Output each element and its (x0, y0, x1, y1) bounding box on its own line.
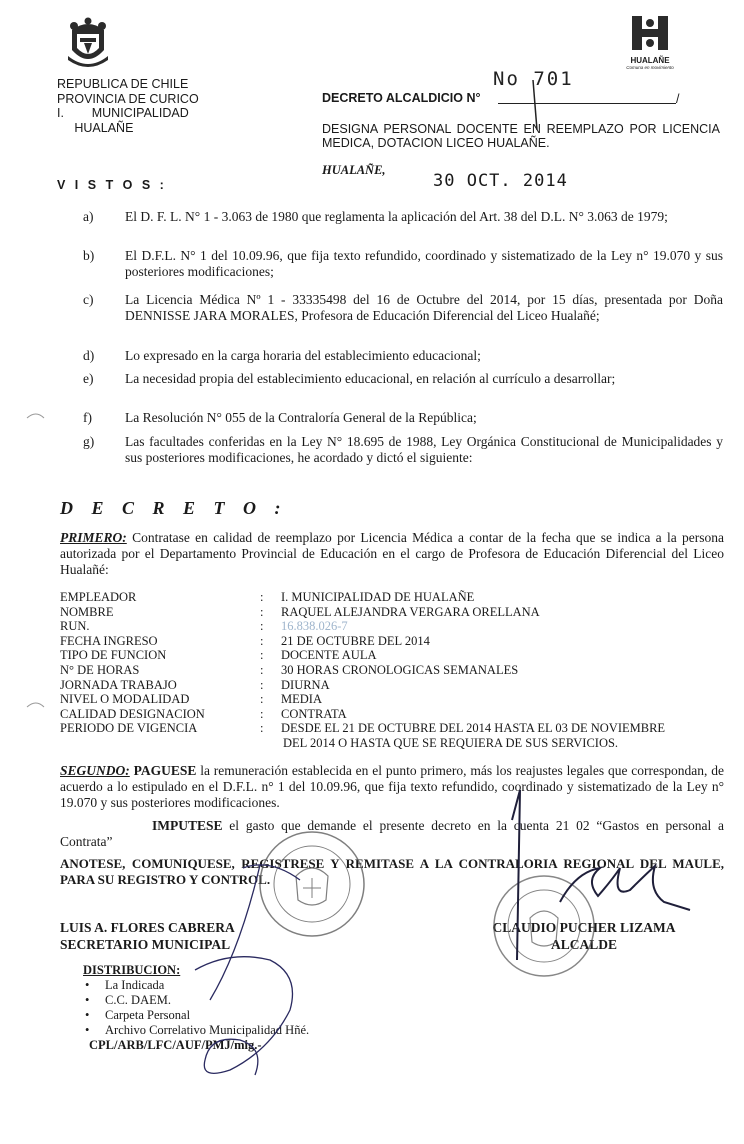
item-text: Lo expresado en la carga horaria del establecimiento educacional; (125, 348, 481, 363)
vistos-title: V I S T O S : (57, 178, 167, 192)
item-label: a) (83, 209, 94, 224)
punch-mark (27, 414, 44, 418)
primero-text: Contratase en calidad de reemplazo por Licencia Médica a contar de la fecha que se indica a la persona autorizada por el Departamento Provincial de Educación en el cargo de Profesora de Educación Diferencial del Liceo Hualañé: (60, 530, 724, 577)
field-value: DOCENTE AULA (281, 648, 377, 663)
field-key: NIVEL O MODALIDAD (60, 692, 190, 707)
list-item: • C.C. DAEM. (83, 993, 309, 1008)
vistos-item (83, 292, 723, 340)
item-label: c) (83, 292, 94, 307)
item-text: La Licencia Médica Nº 1 - 33335498 del 16 de Octubre del 2014, por 15 días, presentada por Doña DENNISSE JARA MORALES, Profesora de Educación Diferencial del Liceo Hualañé; (125, 292, 723, 323)
field-colon: : (260, 721, 264, 736)
field-value: DEL 2014 O HASTA QUE SE REQUIERA DE SUS SERVICIOS. (283, 735, 619, 750)
item-text: La necesidad propia del establecimiento educacional, en relación al currículo a desarrollar; (125, 371, 616, 386)
item-label: f) (83, 410, 92, 425)
field-key: EMPLEADOR (60, 590, 137, 604)
decree-label: DECRETO ALCALDICIO N° (322, 91, 481, 105)
place: HUALAÑE, (322, 163, 386, 177)
field-key: RUN. (60, 619, 90, 634)
segundo-bold: PAGUESE (129, 763, 197, 778)
secretary-title: SECRETARIO MUNICIPAL (60, 937, 231, 952)
field-value: 30 HORAS CRONOLOGICAS SEMANALES (281, 662, 519, 677)
decreto-title: D E C R E T O : (60, 498, 288, 518)
signature-secretary (60, 919, 235, 953)
issuer-line: REPUBLICA DE CHILE (57, 77, 189, 91)
decree-number-line (498, 103, 676, 104)
field-key: JORNADA TRABAJO (60, 677, 177, 692)
field-colon: : (260, 677, 264, 692)
logo-text: HUALAÑE (630, 56, 670, 65)
imputese-text: el gasto que demande el presente decreto en la cuenta 21 02 “Gastos en personal a Contrata” (60, 818, 724, 849)
field-key: NOMBRE (60, 604, 114, 619)
item-label: g) (83, 434, 95, 449)
field-value: CONTRATA (281, 706, 347, 721)
issuer-block (57, 77, 199, 135)
mayor-name: CLAUDIO PUCHER LIZAMA (492, 920, 676, 935)
issuer-line: HUALAÑE (57, 120, 134, 135)
decree-slash: / (676, 92, 680, 106)
imputese-paragraph (60, 818, 724, 850)
field-value: DESDE EL 21 DE OCTUBRE DEL 2014 HASTA EL 03 DE NOVIEMBRE (281, 721, 666, 736)
segundo-text: la remuneración establecida en el punto primero, más los reajustes legales que correspondan, de acuerdo a lo estipulado en el D.F.L. n° 1 del 10.09.96, que fija texto refundido, coordinado y sistematizado de la Ley n° 19.070 y sus posteriores modificaciones. (60, 763, 724, 810)
hualane-logo (620, 14, 680, 71)
field-key: N° DE HORAS (60, 662, 140, 677)
decree-subject: DESIGNA PERSONAL DOCENTE EN REEMPLAZO POR LICENCIA MEDICA, DOTACION LICEO HUALAÑE. (322, 122, 720, 150)
punch-mark (27, 703, 44, 707)
decree-number-stamp: No 701 (493, 68, 574, 90)
vistos-item (83, 410, 723, 426)
field-key: FECHA INGRESO (60, 633, 158, 648)
anotese-text: ANOTESE, COMUNIQUESE, REGISTRESE Y REMITASE A LA CONTRALORIA REGIONAL DEL MAULE, PARA SU REGISTRO Y CONTROL. (60, 856, 724, 887)
field-value: DIURNA (281, 677, 330, 692)
field-key: CALIDAD DESIGNACION (60, 706, 205, 721)
item-label: d) (83, 348, 95, 363)
date-stamp: 30 OCT. 2014 (433, 171, 568, 191)
field-colon: : (260, 590, 264, 604)
vistos-item (83, 248, 723, 280)
initials: CPL/ARB/LFC/AUF/PMJ/mig.- (89, 1038, 262, 1052)
distribution-title: DISTRIBUCION: (83, 963, 181, 977)
signature-mayor (479, 919, 689, 953)
segundo-paragraph (60, 763, 724, 811)
anotese-paragraph (60, 856, 724, 888)
primero-paragraph (60, 530, 724, 578)
list-item: • La Indicada (83, 978, 309, 993)
item-text: Las facultades conferidas en la Ley N° 18.695 de 1988, Ley Orgánica Constitucional de Municipalidades y sus posteriores modificaciones, he acordado y dictó el siguiente: (125, 434, 723, 465)
field-value: I. MUNICIPALIDAD DE HUALAÑE (281, 590, 475, 604)
field-colon: : (260, 619, 264, 634)
item-label: b) (83, 248, 95, 263)
logo-tagline: Comuna en movimiento (626, 65, 674, 70)
secretary-name: LUIS A. FLORES CABRERA (60, 920, 235, 935)
field-value: 16.838.026-7 (281, 619, 348, 634)
vistos-item (83, 209, 723, 241)
field-colon: : (260, 633, 264, 648)
field-key: TIPO DE FUNCION (60, 648, 167, 663)
issuer-line: I. MUNICIPALIDAD (57, 106, 189, 120)
item-text: La Resolución N° 055 de la Contraloría General de la República; (125, 410, 477, 425)
field-colon: : (260, 692, 264, 707)
imputese-bold: IMPUTESE (152, 818, 223, 833)
segundo-label: SEGUNDO: (60, 763, 130, 778)
item-text: El D.F.L. N° 1 del 10.09.96, que fija texto refundido, coordinado y sistematizado de la Ley n° 19.070 y sus posteriores modificaciones; (125, 248, 723, 279)
list-item: • Archivo Correlativo Municipalidad Hñé. (83, 1023, 309, 1038)
vistos-item (83, 434, 723, 482)
vistos-item (83, 371, 723, 403)
field-key: PERIODO DE VIGENCIA (60, 721, 198, 736)
list-item: • Carpeta Personal (83, 1008, 309, 1023)
primero-label: PRIMERO: (60, 530, 127, 545)
field-value: 21 DE OCTUBRE DEL 2014 (281, 633, 430, 648)
distribution-list (83, 978, 309, 1038)
item-text: El D. F. L. N° 1 - 3.063 de 1980 que reglamenta la aplicación del Art. 38 del D.L. N° 3.063 de 1979; (125, 209, 668, 224)
chile-coat-of-arms-icon (64, 16, 112, 70)
field-colon: : (260, 604, 264, 619)
mayor-title: ALCALDE (550, 937, 617, 952)
field-colon: : (260, 648, 264, 663)
field-colon: : (260, 706, 264, 721)
vistos-item (83, 348, 723, 364)
issuer-line: PROVINCIA DE CURICO (57, 91, 199, 106)
field-value: MEDIA (281, 692, 322, 707)
field-value: RAQUEL ALEJANDRA VERGARA ORELLANA (281, 604, 540, 619)
hualane-h-logo-icon (628, 14, 672, 52)
distribution-block (83, 963, 309, 1053)
item-label: e) (83, 371, 94, 386)
field-colon: : (260, 662, 264, 677)
